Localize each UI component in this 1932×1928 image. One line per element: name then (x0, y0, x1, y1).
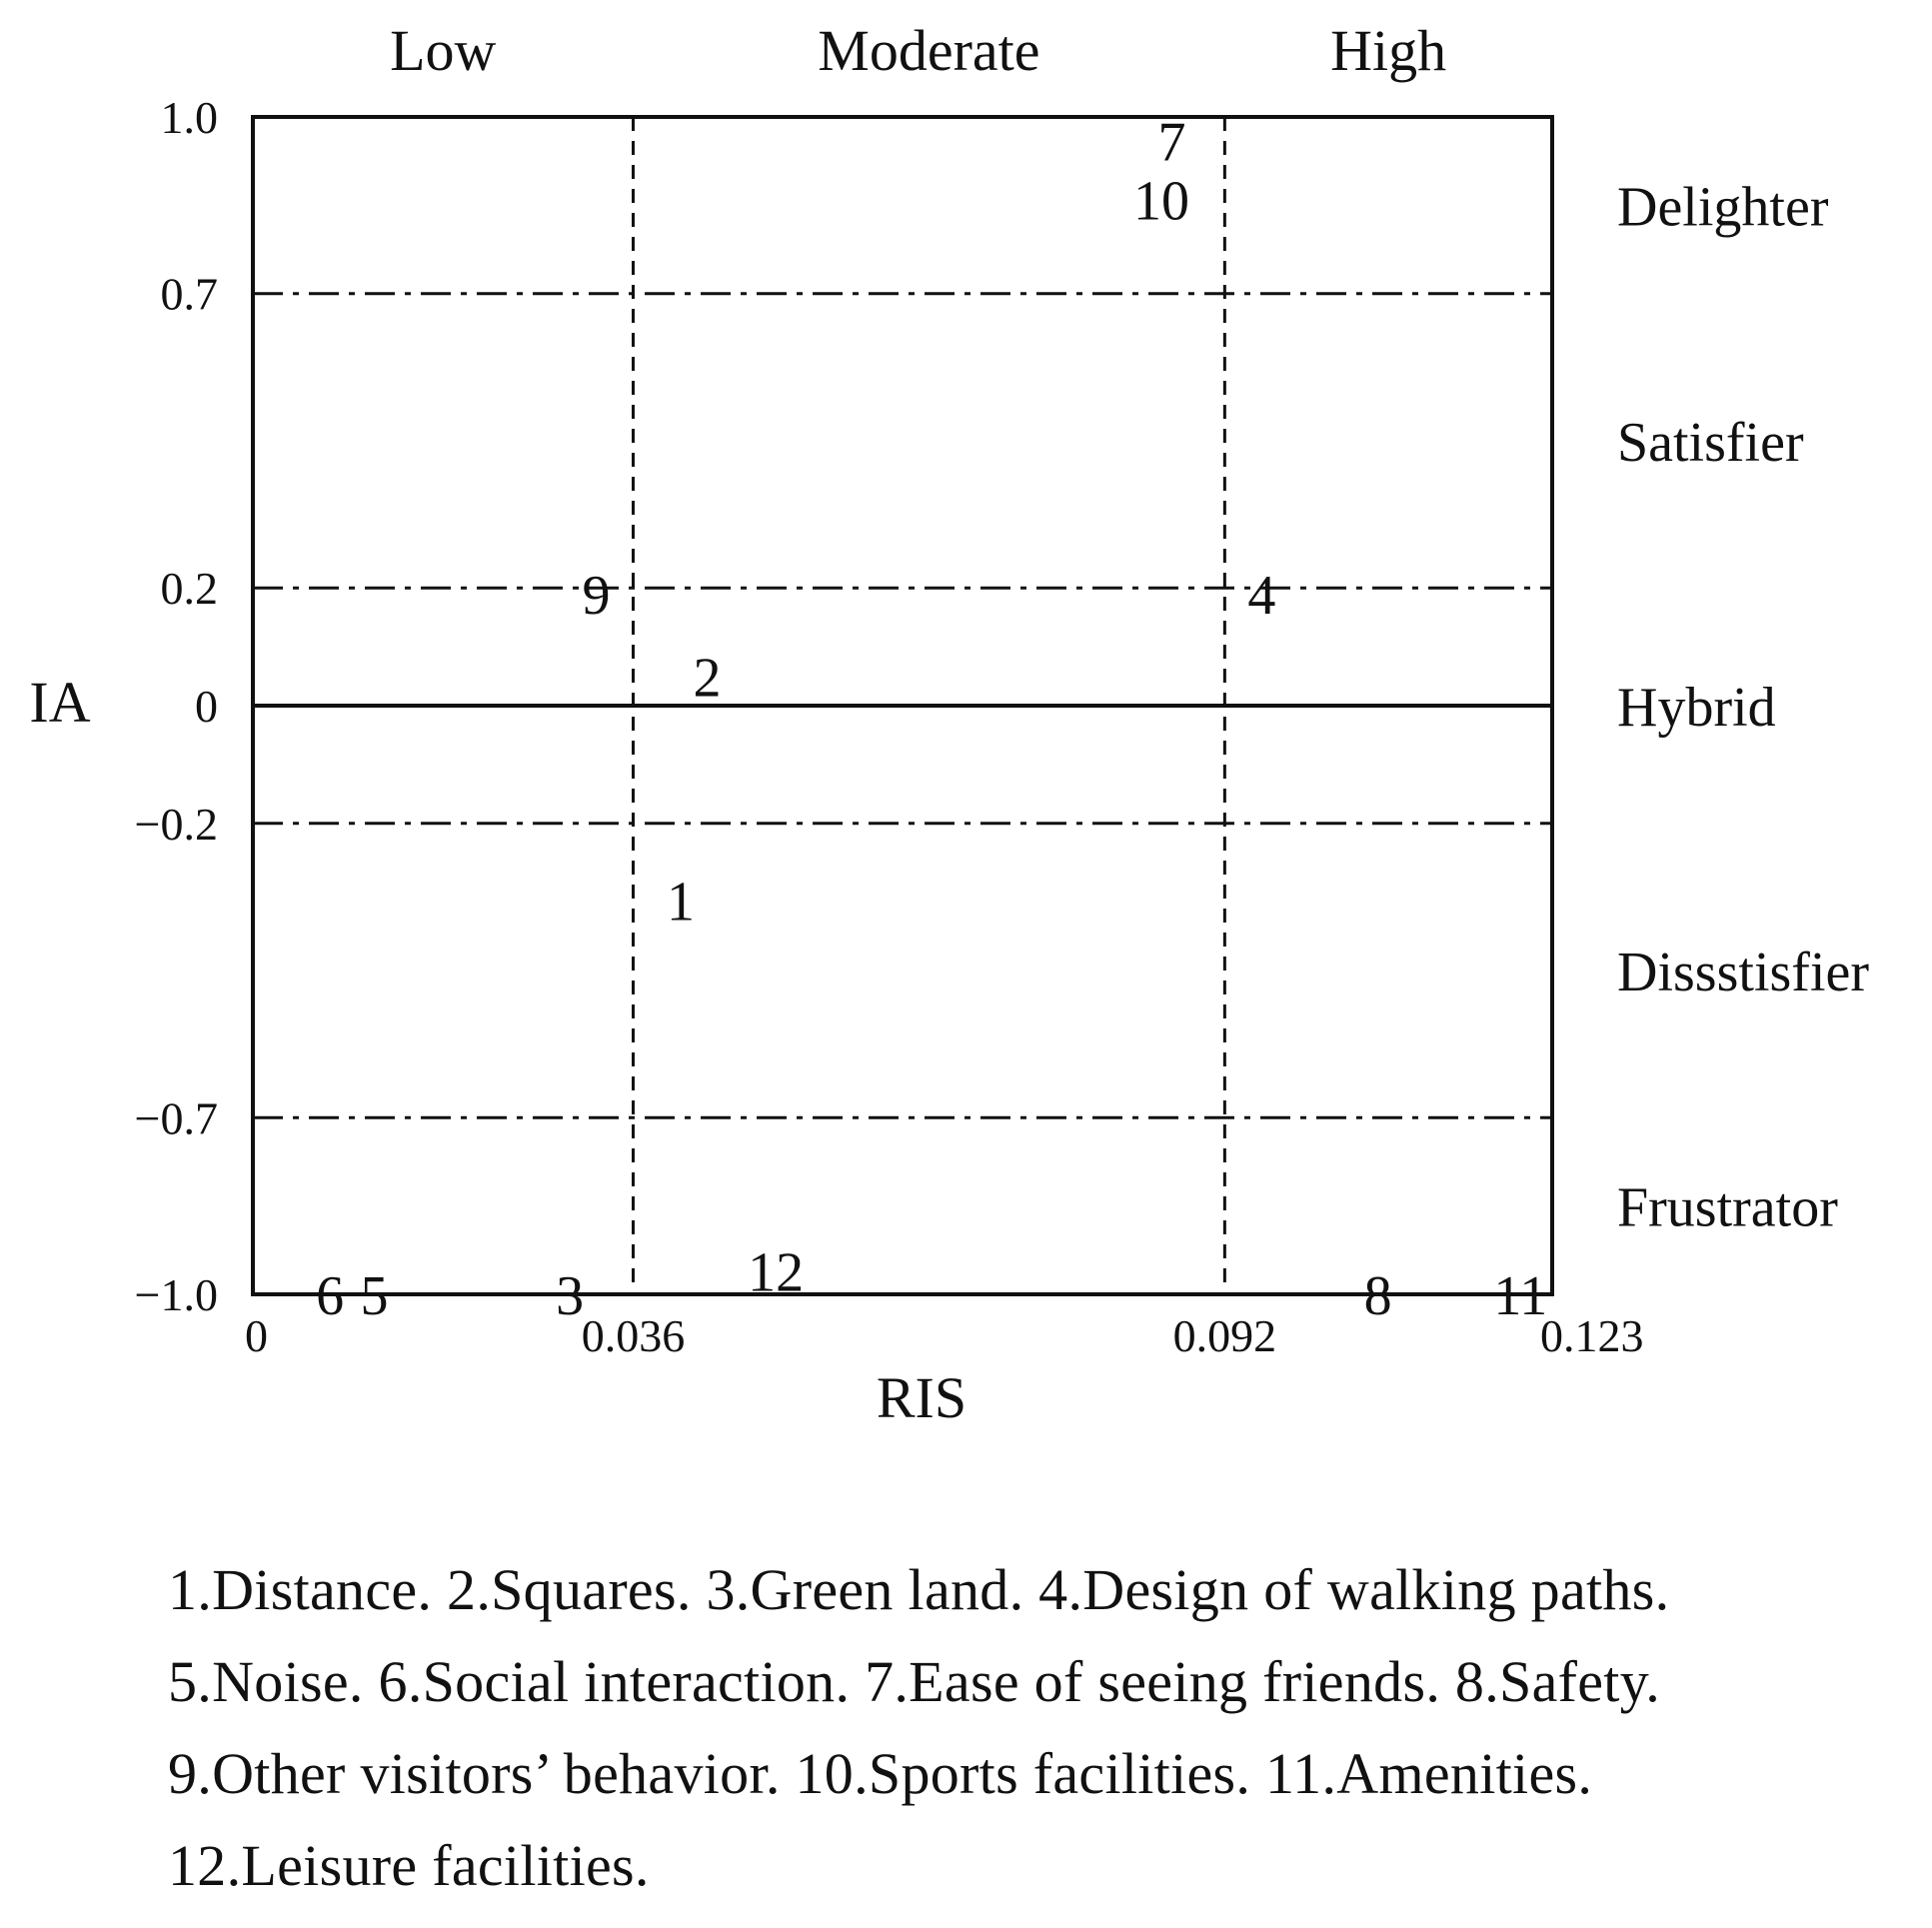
data-point-label: 11 (1493, 1265, 1548, 1327)
x-tick-label: 0.123 (1540, 1310, 1644, 1361)
data-point-label: 4 (1247, 565, 1276, 628)
data-point-label: 3 (556, 1265, 585, 1327)
row-band-label: Dissstisfier (1617, 942, 1869, 1004)
data-point-label: 6 (316, 1265, 345, 1327)
y-tick-label: 1.0 (160, 92, 218, 143)
y-tick-label: −0.7 (134, 1092, 218, 1144)
data-point-label: 12 (748, 1241, 805, 1304)
data-point-label: 5 (360, 1265, 389, 1327)
factor-legend (168, 1544, 1907, 1912)
x-axis-label: RIS (876, 1365, 967, 1430)
data-point-label: 2 (693, 647, 722, 710)
data-point-label: 8 (1363, 1265, 1392, 1327)
column-band-label: Moderate (818, 18, 1040, 83)
y-tick-label: 0.2 (160, 563, 218, 615)
y-tick-label: 0 (195, 681, 218, 732)
data-point-label: 9 (582, 565, 611, 628)
legend-line: 5.Noise. 6.Social interaction. 7.Ease of seeing friends. 8.Safety. (168, 1649, 1661, 1714)
row-band-label: Hybrid (1617, 677, 1776, 739)
x-tick-label: 0.036 (581, 1310, 686, 1361)
axis-ticks (135, 92, 1644, 1361)
row-band-label: Delighter (1617, 176, 1829, 239)
y-tick-label: −0.2 (134, 798, 218, 850)
legend-line: 9.Other visitors’ behavior. 10.Sports facilities. 11.Amenities. (168, 1741, 1593, 1806)
band-labels (390, 18, 1869, 1239)
row-band-label: Frustrator (1617, 1176, 1838, 1239)
grid-lines (253, 117, 1552, 1294)
column-band-label: Low (390, 18, 497, 83)
y-axis-label: IA (29, 670, 91, 735)
y-tick-label: 0.7 (160, 268, 218, 320)
x-tick-label: 0 (245, 1310, 268, 1361)
x-tick-label: 0.092 (1172, 1310, 1277, 1361)
legend-line: 12.Leisure facilities. (168, 1833, 650, 1898)
column-band-label: High (1330, 18, 1447, 83)
y-tick-label: −1.0 (134, 1269, 218, 1320)
data-point-label: 7 (1157, 111, 1186, 174)
data-point-label: 1 (667, 871, 696, 934)
legend-line: 1.Distance. 2.Squares. 3.Green land. 4.Design of walking paths. (168, 1557, 1670, 1622)
row-band-label: Satisfier (1617, 411, 1804, 474)
data-point-label: 10 (1132, 170, 1189, 233)
